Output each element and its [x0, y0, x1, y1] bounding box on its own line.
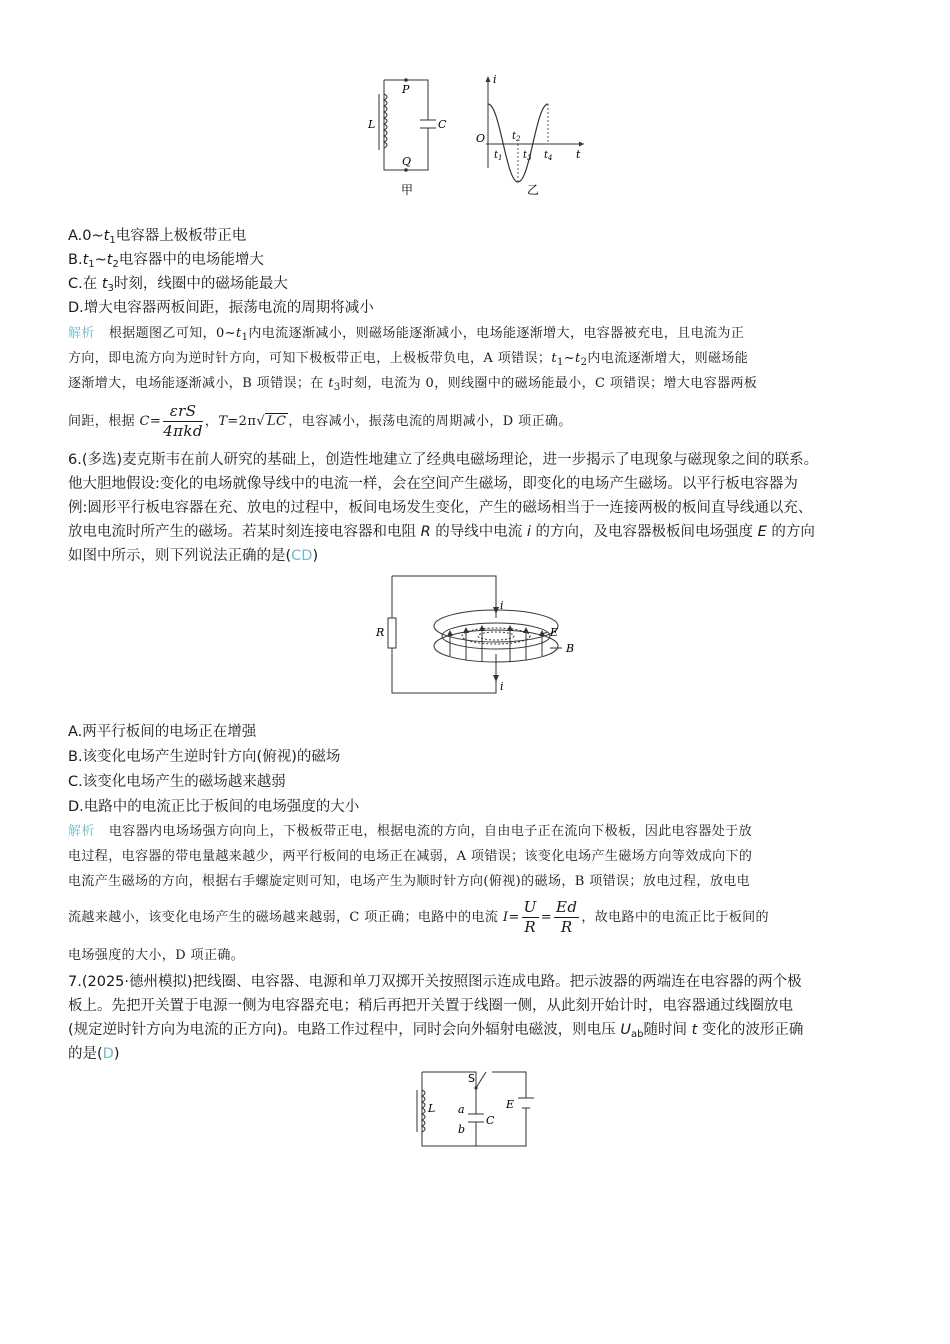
label-L-q7: L: [428, 1102, 436, 1115]
q6-analysis-line-1: 解析 电容器内电场场强方向向上，下极板带正电，根据电流的方向，自由电子正在流向下极板，因此电容器处于放: [68, 824, 753, 839]
current-wave-curve: [488, 104, 548, 182]
label-i-axis: i: [493, 73, 497, 86]
label-R: R: [376, 626, 385, 639]
q7-stem-line-3: (规定逆时针方向为电流的正方向)。电路工作过程中，同时会向外辐射电磁波，则电压 $U_{ab}$随时间 t 变化的波形正确: [68, 1022, 804, 1040]
q7-answer: D: [102, 1046, 114, 1062]
label-t2: $t_2$: [512, 131, 521, 143]
q7-stem-line-2: 板上。先把开关置于电源一侧为电容器充电；稍后再把开关置于线圈一侧，从此刻开始计时，电容器通过线圈放电: [68, 998, 793, 1014]
q6-analysis-line-2: 电过程，电容器的带电量越来越少，两平行板间的电场正在减弱，A 项错误；该变化电场产生磁场方向等效成向下的: [68, 849, 753, 864]
label-C: C: [438, 118, 447, 131]
label-S: S: [468, 1072, 475, 1085]
current-time-graph: [486, 76, 585, 182]
q5-option-d: D.增大电容器两板间距，振荡电流的周期将减小: [68, 300, 374, 316]
label-L: L: [368, 118, 376, 131]
q6-option-b: B.该变化电场产生逆时针方向(俯视)的磁场: [68, 749, 341, 765]
figure-lc-circuit-and-graph: [360, 72, 600, 202]
q5-analysis-line-1: 解析 根据题图乙可知，$0\sim t_1$内电流逐渐减小，则磁场能逐渐减小，电场能逐渐增大，电容器被充电，且电流为正: [68, 326, 745, 343]
label-P: P: [402, 83, 410, 96]
q5-option-b: $B.t_1\sim t_2$电容器中的电场能增大: [68, 252, 264, 270]
q6-analysis-line-4: 流越来越小，该变化电场产生的磁场越来越弱，C 项正确；电路中的电流 I= $\frac{U}{R}$ = $\frac{Ed}{R}$ ，故电路中的电流正比于板间的: [68, 898, 769, 936]
q6-option-a: A.两平行板间的电场正在增强: [68, 724, 257, 740]
q6-stem-line-2: 他大胆地假设:变化的电场就像导线中的电流一样，会在空间产生磁场，即变化的电场产生磁场。以平行板电容器为: [68, 476, 798, 492]
label-i-bottom: i: [500, 680, 504, 693]
label-B: B: [566, 642, 575, 655]
label-t-axis: t: [576, 148, 581, 161]
q6-analysis-line-3: 电流产生磁场的方向，根据右手螺旋定则可知，电场产生为顺时针方向(俯视)的磁场，B 项错误；放电过程，放电电: [68, 874, 751, 889]
label-b: b: [458, 1123, 466, 1136]
q6-option-c: C.该变化电场产生的磁场越来越弱: [68, 774, 286, 790]
q6-stem-line-5: 如图中所示，则下列说法正确的是(CD): [68, 548, 319, 564]
q5-analysis-line-4: 间距，根据 C= $\frac{\text{εrS}}{\text{4πkd}}$ ，T=2π√ LC ，电容减小，振荡电流的周期减小，D 项正确。: [68, 402, 572, 440]
current-fraction-ed-over-r: $\frac{Ed}{R}$: [556, 898, 578, 936]
label-E-q7: E: [506, 1098, 515, 1111]
label-C-q7: C: [486, 1114, 495, 1127]
q5-option-c: C.在 $t_3$时刻，线圈中的磁场能最大: [68, 276, 288, 294]
label-i-top: i: [500, 599, 504, 612]
q6-analysis-line-5: 电场强度的大小，D 项正确。: [68, 948, 245, 963]
q5-analysis-line-2: 方向，即电流方向为逆时针方向，可知下极板带正电，上极板带负电，A 项错误；$t_1\sim t_2$内电流逐渐增大，则磁场能: [68, 351, 749, 368]
q6-stem-line-1: 6.(多选)麦克斯韦在前人研究的基础上，创造性地建立了经典电磁场理论，进一步揭示了电现象与磁现象之间的联系。: [68, 452, 819, 468]
label-yi: 乙: [527, 183, 540, 197]
label-E: E: [550, 626, 559, 639]
label-t3: $t_3$: [523, 150, 532, 162]
label-O: O: [476, 132, 486, 145]
q6-stem-line-3: 例:圆形平行板电容器在充、放电的过程中，板间电场发生变化，产生的磁场相当于一连接两极的板间直导线通以充、: [68, 500, 813, 516]
q6-option-d: D.电路中的电流正比于板间的电场强度的大小: [68, 799, 360, 815]
label-a: a: [458, 1103, 465, 1116]
figure-switch-circuit: [408, 1066, 538, 1150]
label-t4: $t_4$: [544, 150, 553, 162]
current-fraction-u-over-r: $\frac{U}{R}$: [523, 898, 537, 936]
q5-analysis-line-3: 逐渐增大，电场能逐渐减小，B 项错误；在 $t_3$时刻，电流为 0，则线圈中的磁场能最小，C 项错误；增大电容器两板: [68, 376, 758, 393]
q5-option-a: $A.0\sim t_1$电容器上极板带正电: [68, 228, 247, 246]
q6-answer: CD: [291, 548, 313, 564]
label-t1: $t_1$: [494, 150, 503, 162]
label-jia: 甲: [401, 183, 414, 197]
figure-capacitor-magnetic-field: [370, 572, 590, 698]
label-Q: Q: [402, 155, 412, 168]
q6-stem-line-4: 放电电流时所产生的磁场。若某时刻连接电容器和电阻 R 的导线中电流 i 的方向，及电容器极板间电场强度 E 的方向: [68, 524, 815, 540]
q7-stem-line-1: 7.(2025·德州模拟)把线圈、电容器、电源和单刀双掷开关按照图示连成电路。把示波器的两端连在电容器的两个极: [68, 974, 802, 990]
q7-stem-line-4: 的是(D): [68, 1046, 120, 1062]
capacitance-formula-fraction: $\frac{\text{εrS}}{\text{4πkd}}$: [163, 402, 203, 440]
